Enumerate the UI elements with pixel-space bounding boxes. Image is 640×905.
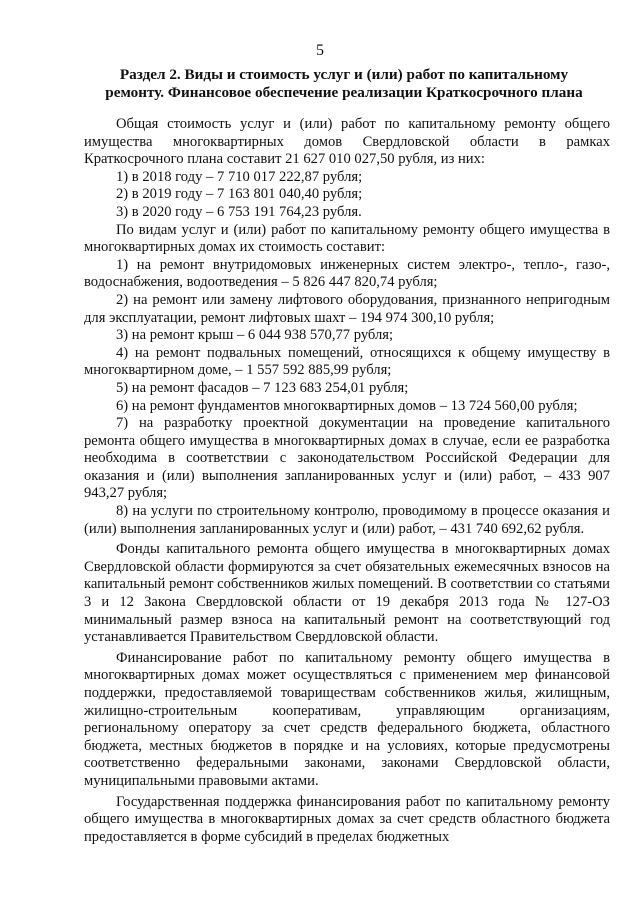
list-item-engineering-systems: 1) на ремонт внутридомовых инженерных систем электро-, тепло-, газо-, водоснабжения, водоотведения – 5 826 447 820,74 рубля; [84, 256, 610, 291]
section-heading [96, 66, 592, 102]
paragraph-total-cost: Общая стоимость услуг и (или) работ по капитальному ремонту общего имущества многоквартирных домов Свердловской области в рамках Краткосрочного плана составит 21 627 010 027,50 рубля, из них: [84, 116, 610, 168]
list-item-construction-control: 8) на услуги по строительному контролю, проводимому в процессе оказания и (или) выполнения запланированных услуг и (или) работ, – 431 740 692,62 рубля. [84, 503, 610, 537]
list-item-facades: 5) на ремонт фасадов – 7 123 683 254,01 рубля; [116, 379, 409, 396]
list-item-project-documentation: 7) на разработку проектной документации на проведение капитального ремонта общего имущества в многоквартирных домах в случае, если ее разработка необходима в соответствии с законодательством Российской Федерации для оказания и (или) выполнения запланированных услуг и (или) работ, – 433 907 943,27 рубля; [84, 415, 610, 502]
section-heading-line-1: Раздел 2. Виды и стоимость услуг и (или) работ по капитальному [119, 66, 569, 83]
list-item-foundations: 6) на ремонт фундаментов многоквартирных домов – 13 724 560,00 рубля; [116, 397, 578, 414]
paragraph-funds: Фонды капитального ремонта общего имущества в многоквартирных домах Свердловской области формируются за счет обязательных ежемесячных взносов на капитальный ремонт собственников жилых помещений. В соответствии со статьями 3 и 12 Закона Свердловской области от 19 декабря 2013 года № 127-ОЗ минимальный размер взноса на капитальный ремонт на соответствующий год устанавливается Правительством Свердловской области. [84, 541, 610, 646]
list-item-2019: 2) в 2019 году – 7 163 801 040,40 рубля; [116, 186, 363, 203]
document-body [84, 116, 610, 846]
section-heading-line-2: ремонту. Финансовое обеспечение реализации Краткосрочного плана [105, 84, 583, 101]
list-item-roofs: 3) на ремонт крыш – 6 044 938 570,77 рубля; [116, 327, 394, 344]
list-item-basements: 4) на ремонт подвальных помещений, относящихся к общему имуществу в многоквартирном доме, – 1 557 592 885,99 рубля; [84, 344, 610, 379]
paragraph-financing: Финансирование работ по капитальному ремонту общего имущества в многоквартирных домах может осуществляться с применением мер финансовой поддержки, предоставляемой товариществам собственников жилья, жилищным, жилищно-строительным кооперативам, управляющим организациям, региональному оператору за счет средств федерального бюджета, областного бюджета, местных бюджетов в порядке и на условиях, которые предусмотрены соответственно федеральными законами, законами Свердловской области, муниципальными правовыми актами. [84, 649, 610, 789]
list-item-elevators: 2) на ремонт или замену лифтового оборудования, признанного непригодным для эксплуатации, ремонт лифтовых шахт – 194 974 300,10 рубля; [84, 291, 610, 326]
list-item-2018: 1) в 2018 году – 7 710 017 222,87 рубля; [116, 168, 363, 185]
page-number: 5 [316, 42, 324, 59]
list-item-2020: 3) в 2020 году – 6 753 191 764,23 рубля. [116, 203, 362, 220]
paragraph-by-type-intro: По видам услуг и (или) работ по капитальному ремонту общего имущества в многоквартирных домах их стоимость составит: [84, 221, 610, 256]
paragraph-state-support: Государственная поддержка финансирования работ по капитальному ремонту общего имущества в многоквартирных домах за счет средств областного бюджета предоставляется в форме субсидий в пределах бюджетных [84, 793, 610, 845]
